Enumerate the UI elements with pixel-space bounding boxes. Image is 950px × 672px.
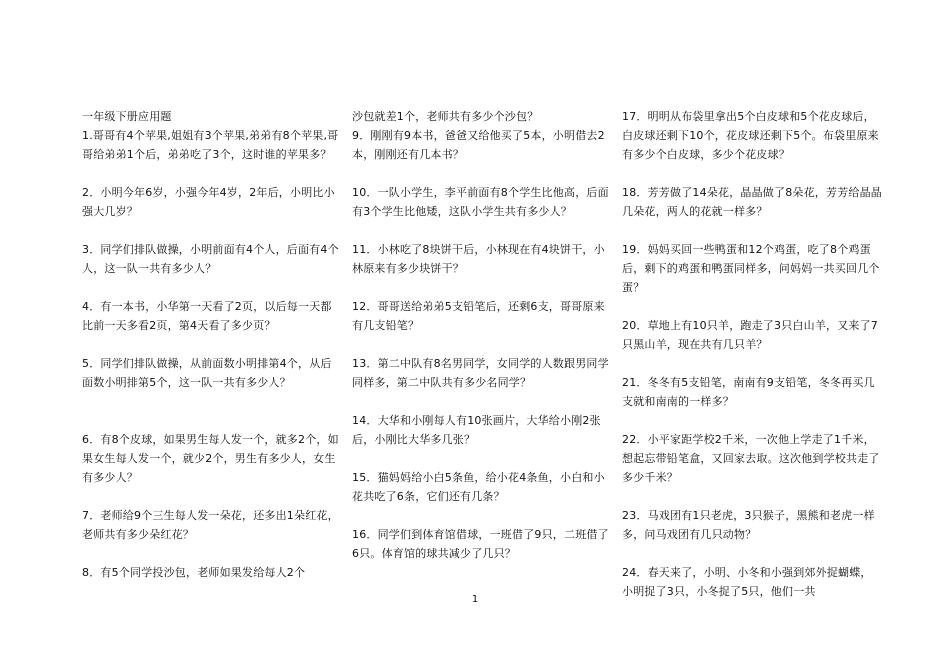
page-number: 1 bbox=[471, 594, 479, 605]
question-3: 3．同学们排队做操，小明前面有4个人，后面有4个人，这一队一共有多少人？ bbox=[82, 243, 339, 275]
question-2: 2．小明今年6岁，小强今年4岁，2年后，小明比小强大几岁？ bbox=[82, 186, 335, 218]
question-8-start: 8．有5个同学投沙包，老师如果发给每人2个 bbox=[82, 566, 306, 579]
question-19: 19．妈妈买回一些鸭蛋和12个鸡蛋，吃了8个鸡蛋后，剩下的鸡蛋和鸭蛋同样多，问妈妈一共买回几个蛋？ bbox=[622, 243, 880, 294]
question-22: 22．小平家距学校2千米，一次他上学走了1千米，想起忘带铅笔盒，又回家去取。这次他到学校共走了多少千米？ bbox=[622, 433, 880, 484]
column-middle bbox=[352, 107, 612, 563]
question-12: 12．哥哥送给弟弟5支铅笔后，还剩6支，哥哥原来有几支铅笔？ bbox=[352, 300, 605, 332]
question-20: 20．草地上有10只羊，跑走了3只白山羊，又来了7只黑山羊，现在共有几只羊？ bbox=[622, 319, 878, 351]
column-right bbox=[622, 107, 882, 601]
question-9: 9．刚刚有9本书，爸爸又给他买了5本，小明借去2本，刚刚还有几本书？ bbox=[352, 129, 605, 161]
question-17: 17．明明从布袋里拿出5个白皮球和5个花皮球后，白皮球还剩下10个，花皮球还剩下5个。布袋里原来有多少个白皮球，多少个花皮球？ bbox=[622, 110, 879, 161]
question-23: 23．马戏团有1只老虎，3只猴子，黑熊和老虎一样多，问马戏团有几只动物？ bbox=[622, 509, 875, 541]
question-14: 14．大华和小刚每人有10张画片，大华给小刚2张后，小刚比大华多几张？ bbox=[352, 414, 601, 446]
question-15: 15．猫妈妈给小白5条鱼，给小花4条鱼，小白和小花共吃了6条，它们还有几条？ bbox=[352, 471, 605, 503]
question-8-end: 沙包就差1个，老师共有多少个沙包？ bbox=[352, 110, 539, 123]
page-title: 一年级下册应用题 bbox=[82, 110, 172, 123]
question-4: 4．有一本书，小华第一天看了2页，以后每一天都比前一天多看2页，第4天看了多少页？ bbox=[82, 300, 332, 332]
question-21: 21．冬冬有5支铅笔，南南有9支铅笔，冬冬再买几支就和南南的一样多？ bbox=[622, 376, 875, 408]
question-5: 5．同学们排队做操，从前面数小明排第4个，从后面数小明排第5个，这一队一共有多少人？ bbox=[82, 357, 332, 389]
question-18: 18．芳芳做了14朵花，晶晶做了8朵花，芳芳给晶晶几朵花，两人的花就一样多？ bbox=[622, 186, 882, 218]
column-left bbox=[82, 107, 342, 582]
question-6: 6．有8个皮球，如果男生每人发一个，就多2个，如果女生每人发一个，就少2个，男生有多少人，女生有多少人？ bbox=[82, 433, 339, 484]
question-16: 16．同学们到体育馆借球，一班借了9只，二班借了6只。体育馆的球共减少了几只？ bbox=[352, 528, 609, 560]
question-10: 10．一队小学生，李平前面有8个学生比他高，后面有3个学生比他矮，这队小学生共有多少人？ bbox=[352, 186, 609, 218]
question-13: 13．第二中队有8名男同学，女同学的人数跟男同学同样多，第二中队共有多少名同学？ bbox=[352, 357, 609, 389]
question-24: 24．春天来了，小明、小冬和小强到郊外捉蝴蝶，小明捉了3只，小冬捉了5只，他们一共 bbox=[622, 566, 872, 598]
question-11: 11．小林吃了8块饼干后，小林现在有4块饼干，小林原来有多少块饼干？ bbox=[352, 243, 605, 275]
question-1: 1.哥哥有4个苹果,姐姐有3个苹果,弟弟有8个苹果,哥哥给弟弟1个后，弟弟吃了3个，这时谁的苹果多？ bbox=[82, 129, 339, 161]
question-7: 7．老师给9个三生每人发一朵花，还多出1朵红花，老师共有多少朵红花？ bbox=[82, 509, 339, 541]
